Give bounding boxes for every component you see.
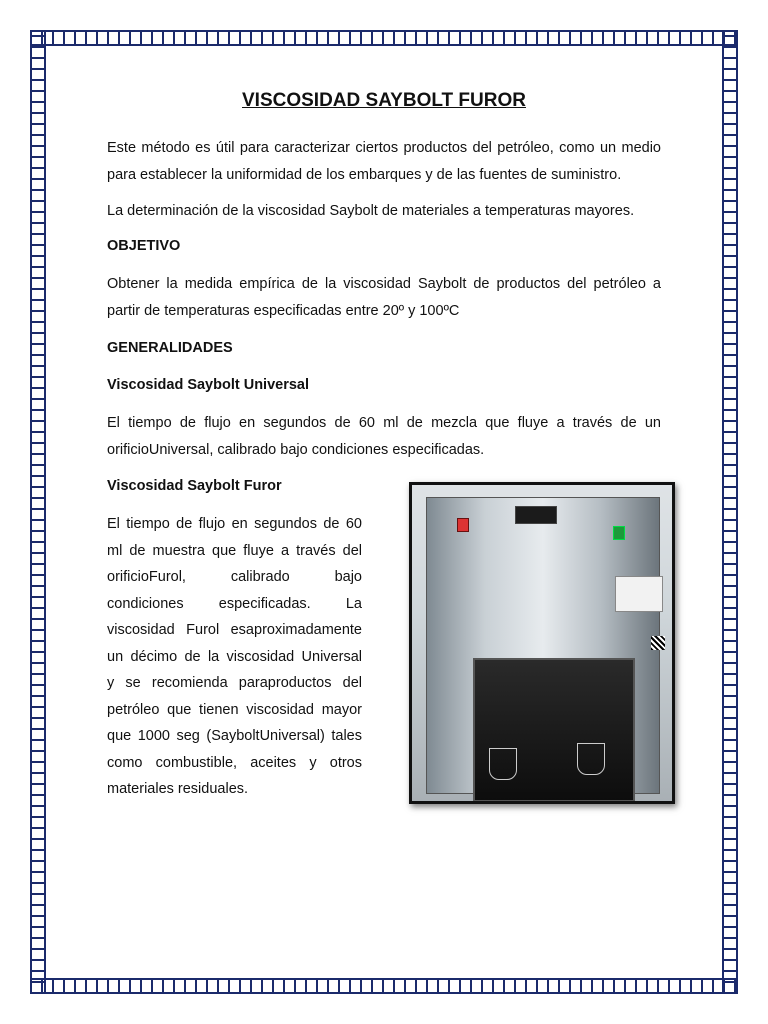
intro-line-2: para establecer la uniformidad de los embarques y de las fuentes de suministro. xyxy=(107,166,622,183)
furor-heading: Viscosidad Saybolt Furor xyxy=(107,478,282,494)
furor-line: orificioFurol, calibrado bajo xyxy=(107,569,362,585)
flask-right xyxy=(577,743,605,775)
furor-line: que 1000 seg (SayboltUniversal) tales xyxy=(107,728,362,744)
furor-line: petróleo que tienen viscosidad mayor xyxy=(107,701,362,718)
furor-line: materiales residuales. xyxy=(107,781,249,797)
page-border-left xyxy=(30,30,46,994)
objetivo-heading: OBJETIVO xyxy=(107,238,181,254)
furor-line: como combustible, aceites y otros xyxy=(107,754,362,771)
furor-line: viscosidad Furol esaproximadamente xyxy=(107,622,362,638)
temperature-display xyxy=(515,506,557,524)
furor-line: ml de muestra que fluye a través del xyxy=(107,542,362,559)
viscometer-window xyxy=(473,658,635,802)
universal-line-1: El tiempo de flujo en segundos de 60 ml de mezcla que fluye a través de un xyxy=(107,415,661,431)
determination-paragraph: La determinación de la viscosidad Saybolt de materiales a temperaturas mayores. xyxy=(107,203,635,219)
intro-line-1: Este método es útil para caracterizar ciertos productos del petróleo, como un medio xyxy=(107,140,661,156)
universal-line-2: orificioUniversal, calibrado bajo condiciones especificadas. xyxy=(107,441,485,458)
furor-line: y se recomienda paraproductos del xyxy=(107,675,362,691)
green-indicator-light xyxy=(613,526,625,540)
page-border-top xyxy=(30,30,738,46)
viscometer-photo xyxy=(409,482,675,804)
furor-line: un décimo de la viscosidad Universal xyxy=(107,648,362,665)
generalidades-heading: GENERALIDADES xyxy=(107,340,233,356)
objetivo-line-2: partir de temperaturas especificadas entre 20º y 100ºC xyxy=(107,302,460,319)
universal-heading: Viscosidad Saybolt Universal xyxy=(107,377,310,393)
flask-left xyxy=(489,748,517,780)
equipment-label xyxy=(615,576,663,612)
objetivo-paragraph xyxy=(107,271,661,324)
page-title: VISCOSIDAD SAYBOLT FUROR xyxy=(242,90,526,111)
page-border-right xyxy=(722,30,738,994)
qr-code xyxy=(651,636,665,650)
red-indicator-light xyxy=(457,518,469,532)
page-border-bottom xyxy=(30,978,738,994)
viscometer-cabinet xyxy=(426,497,660,794)
furor-paragraph xyxy=(107,511,362,803)
furor-line: condiciones especificadas. La xyxy=(107,595,362,612)
objetivo-line-1: Obtener la medida empírica de la viscosidad Saybolt de productos del petróleo a xyxy=(107,276,661,292)
universal-paragraph xyxy=(107,410,661,463)
furor-line: El tiempo de flujo en segundos de 60 xyxy=(107,516,362,532)
intro-paragraph xyxy=(107,135,661,188)
